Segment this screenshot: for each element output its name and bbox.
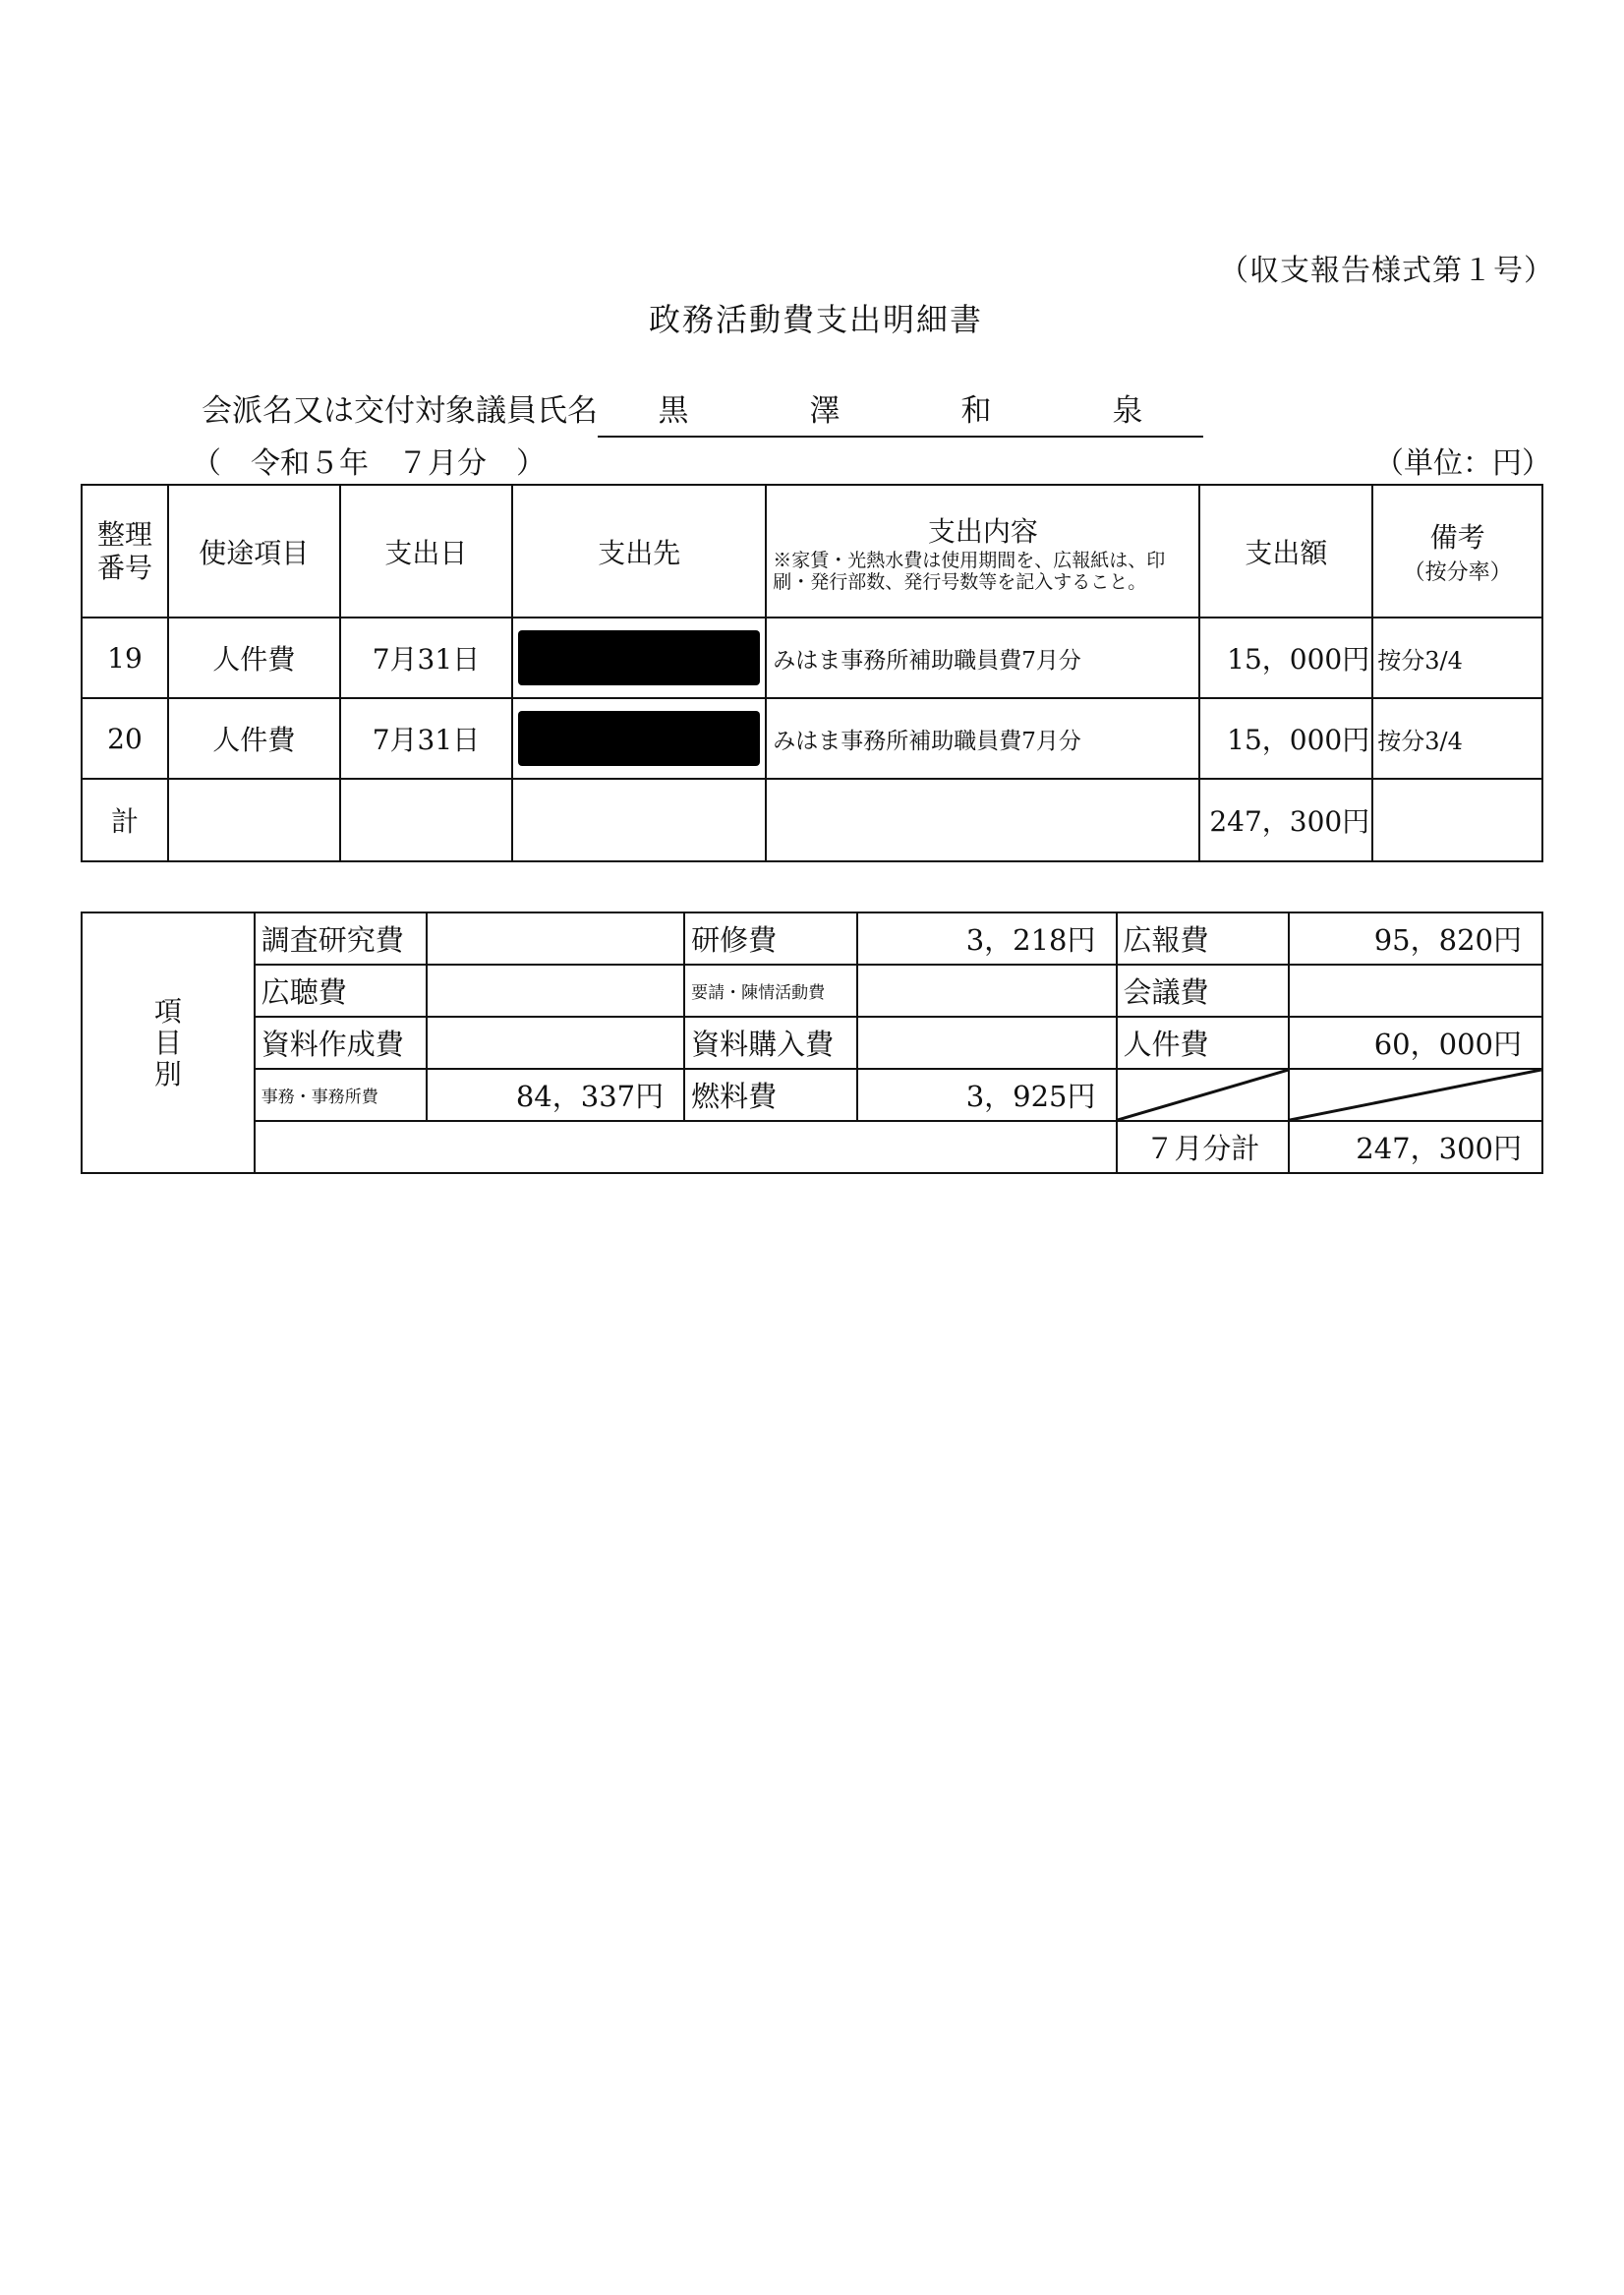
category-value-meeting: [1289, 965, 1542, 1017]
unit-label: （単位：円）: [1374, 446, 1551, 481]
row-no: 19: [82, 618, 168, 698]
category-value-materials-purchase: [857, 1017, 1117, 1069]
redaction-block: [518, 711, 760, 766]
category-value-publicity: 95，820円: [1289, 912, 1542, 965]
row-category: 人件費: [168, 698, 340, 779]
category-label-hearing: 広聴費: [255, 965, 428, 1017]
category-value-training: 3，218円: [857, 912, 1117, 965]
category-value-research: [427, 912, 684, 965]
category-value-hearing: [427, 965, 684, 1017]
category-value-office: 84，337円: [427, 1069, 684, 1121]
row-content: みはま事務所補助職員費7月分: [766, 698, 1199, 779]
header-content-note: ※家賃・光熱水費は使用期間を、広報紙は、印刷・発行部数、発行号数等を記入すること。: [773, 549, 1166, 593]
member-name-char: 泉: [1112, 393, 1143, 429]
category-label-materials-purchase: 資料購入費: [684, 1017, 857, 1069]
month-total-value: 247，300円: [1289, 1121, 1542, 1173]
category-label-fuel: 燃料費: [684, 1069, 857, 1121]
row-amount: 15，000円: [1199, 698, 1372, 779]
header-category: 使途項目: [168, 485, 340, 618]
row-date: 7月31日: [340, 618, 513, 698]
diagonal-empty-cell: [1289, 1069, 1542, 1121]
row-category: 人件費: [168, 618, 340, 698]
table-row: [82, 618, 1542, 698]
header-content-title: 支出内容: [927, 514, 1038, 548]
expense-detail-table: [81, 484, 1543, 862]
diagonal-line: [1290, 1070, 1541, 1120]
form-number: （収支報告様式第１号）: [1219, 254, 1554, 288]
category-summary-table: [81, 912, 1543, 1174]
category-label-training: 研修費: [684, 912, 857, 965]
member-name-char: 黒: [658, 393, 689, 429]
table-header-row: [82, 485, 1542, 618]
category-value-personnel: 60，000円: [1289, 1017, 1542, 1069]
header-date: 支出日: [340, 485, 513, 618]
row-no: 20: [82, 698, 168, 779]
category-side-label: 項 目 別: [82, 912, 255, 1173]
total-row: [82, 779, 1542, 861]
header-content: [766, 485, 1199, 618]
category-label-personnel: 人件費: [1117, 1017, 1290, 1069]
header-amount: 支出額: [1199, 485, 1372, 618]
category-row: [82, 912, 1542, 965]
redaction-block: [518, 630, 760, 685]
header-no: 整理 番号: [82, 485, 168, 618]
diagonal-line: [1118, 1070, 1289, 1120]
header-remarks: 備考 （按分率）: [1372, 485, 1542, 618]
document-title: 政務活動費支出明細書: [649, 301, 984, 338]
diagonal-empty-cell: [1117, 1069, 1290, 1121]
category-label-research: 調査研究費: [255, 912, 428, 965]
category-label-office: 事務・事務所費: [255, 1069, 428, 1121]
category-value-fuel: 3，925円: [857, 1069, 1117, 1121]
total-amount: 247，300円: [1199, 779, 1372, 861]
month-total-label: ７月分計: [1117, 1121, 1290, 1173]
category-label-petition: 要請・陳情活動費: [684, 965, 857, 1017]
member-name-char: 和: [960, 393, 992, 429]
category-row: [82, 1069, 1542, 1121]
row-payee: [512, 698, 766, 779]
member-name-char: 澤: [809, 393, 841, 429]
row-date: 7月31日: [340, 698, 513, 779]
row-content: みはま事務所補助職員費7月分: [766, 618, 1199, 698]
member-label: 会派名又は交付対象議員氏名: [202, 393, 598, 429]
row-remarks: 按分3/4: [1372, 618, 1542, 698]
category-label-publicity: 広報費: [1117, 912, 1290, 965]
month-total-row: [82, 1121, 1542, 1173]
table-row: [82, 698, 1542, 779]
report-period: （ 令和５年 ７月分 ）: [192, 446, 546, 481]
category-row: [82, 1017, 1542, 1069]
category-label-meeting: 会議費: [1117, 965, 1290, 1017]
member-name: [598, 385, 1203, 438]
total-label: 計: [82, 779, 168, 861]
row-remarks: 按分3/4: [1372, 698, 1542, 779]
category-label-materials-creation: 資料作成費: [255, 1017, 428, 1069]
row-amount: 15，000円: [1199, 618, 1372, 698]
category-value-materials-creation: [427, 1017, 684, 1069]
header-payee: 支出先: [512, 485, 766, 618]
category-row: [82, 965, 1542, 1017]
row-payee: [512, 618, 766, 698]
category-value-petition: [857, 965, 1117, 1017]
